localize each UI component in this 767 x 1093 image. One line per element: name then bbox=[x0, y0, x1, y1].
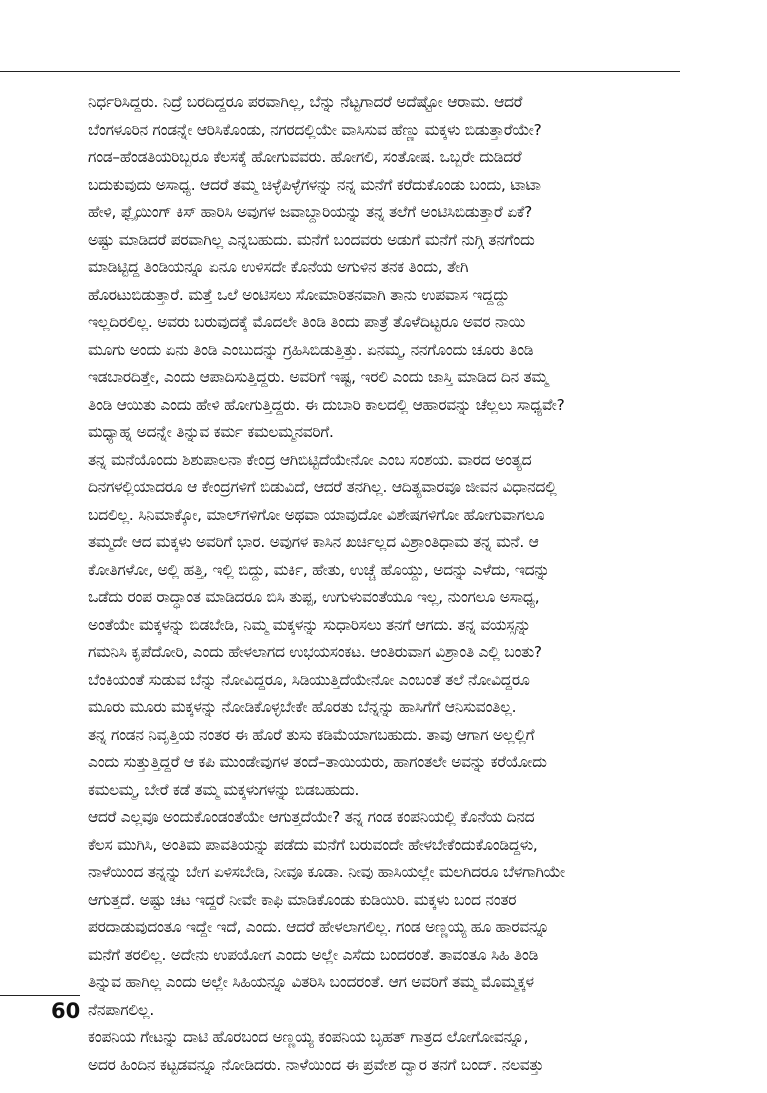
text-line: ಮನೆಗೆ ತರಲಿಲ್ಲ. ಅದೇನು ಉಪಯೋಗ ಎಂದು ಅಲ್ಲೇ ಎಸೆದು ಬಂದರಂತೆ. ತಾವಂತೂ ಸಿಹಿ ತಿಂಡಿ bbox=[88, 945, 539, 964]
text-line: ಬದುಕುವುದು ಅಸಾಧ್ಯ. ಆದರೆ ತಮ್ಮ ಚಿಳ್ಳೆಪಿಳ್ಳೆಗಳನ್ನು ನನ್ನ ಮನೆಗೆ ಕರೆದುಕೊಂಡು ಬಂದು, ಟಾಟಾ bbox=[88, 175, 541, 194]
text-line: ದಿನಗಳಲ್ಲಿಯಾದರೂ ಆ ಕೇಂದ್ರಗಳಿಗೆ ಬಿಡುವಿದೆ, ಆದರೆ ತನಗಿಲ್ಲ. ಆದಿತ್ಯವಾರವೂ ಜೀವನ ವಿಧಾನದಲ್ಲಿ bbox=[88, 478, 557, 496]
text-line: ನೆನಪಾಗಲಿಲ್ಲ. bbox=[88, 1000, 155, 1019]
text-line: ಕೋತಿಗಳೋ, ಅಲ್ಲಿ ಹತ್ತಿ, ಇಲ್ಲಿ ಬಿದ್ದು, ಮರ್ಕಿ, ಹೇತು, ಉಚ್ಚೆ ಹೊಯ್ದು, ಅದನ್ನು ಎಳೆದು, ಇದನ್ನು bbox=[88, 560, 550, 579]
text-line: ಪರದಾಡುವುದಂತೂ ಇದ್ದೇ ಇದೆ, ಎಂದು. ಆದರೆ ಹೇಳಲಾಗಲಿಲ್ಲ. ಗಂಡ ಅಣ್ಣಯ್ಯ ಹೂ ಹಾರವನ್ನೂ bbox=[88, 918, 549, 936]
text-line: ಕೆಲಸ ಮುಗಿಸಿ, ಅಂತಿಮ ಪಾವತಿಯನ್ನು ಪಡೆದು ಮನೆಗೆ ಬರುವಂದೇ ಹೇಳಬೇಕೆಂದುಕೊಂಡಿದ್ದಳು, bbox=[88, 835, 538, 854]
text-line: ನಾಳೆಯಿಂದ ತನ್ನನ್ನು ಬೇಗ ಏಳಿಸಬೇಡಿ, ನೀವೂ ಕೂಡಾ. ನೀವು ಹಾಸಿಯಲ್ಲೇ ಮಲಗಿದರೂ ಬೆಳಗಾಗಿಯೇ bbox=[88, 863, 565, 881]
text-line: ಬೆಂಕಿಯಂತೆ ಸುಡುವ ಬೆನ್ನು ನೋವಿದ್ದರೂ, ಸಿಡಿಯುತ್ತಿದೆಯೇನೋ ಎಂಬಂತೆ ತಲೆ ನೋವಿದ್ದರೂ bbox=[88, 670, 530, 689]
text-line: ತನ್ನ ಮನೆಯೊಂದು ಶಿಶುಪಾಲನಾ ಕೇಂದ್ರ ಆಗಿಬಿಟ್ಟಿದೆಯೇನೋ ಎಂಬ ಸಂಶಯ. ವಾರದ ಅಂತ್ಯದ bbox=[88, 450, 532, 469]
text-line: ಗಮನಿಸಿ ಕೃಪೆದೋರಿ, ಎಂದು ಹೇಳಲಾಗದ ಉಭಯಸಂಕಟ. ಆಂತಿರುವಾಗ ವಿಶ್ರಾಂತಿ ಎಲ್ಲಿ ಬಂತು? bbox=[88, 643, 542, 661]
page-number-rule bbox=[0, 995, 80, 996]
text-line: ಆಗುತ್ತದೆ. ಅಷ್ಟು ಚಟ ಇದ್ದರೆ ನೀವೇ ಕಾಫಿ ಮಾಡಿಕೊಂಡು ಕುಡಿಯಿರಿ. ಮಕ್ಕಳು ಬಂದ ನಂತರ bbox=[88, 890, 517, 909]
text-line: ಆದರೆ ಎಲ್ಲವೂ ಅಂದುಕೊಂಡಂತೆಯೇ ಆಗುತ್ತದೆಯೇ? ತನ್ನ ಗಂಡ ಕಂಪನಿಯಲ್ಲಿ ಕೊನೆಯ ದಿನದ bbox=[88, 808, 535, 826]
text-line: ಮಧ್ಯಾಹ್ನ ಅದನ್ನೇ ತಿನ್ನುವ ಕರ್ಮ ಕಮಲಮ್ಮನವರಿಗೆ. bbox=[88, 423, 334, 441]
text-line: ತಮ್ಮದೇ ಆದ ಮಕ್ಕಳು ಅವರಿಗೆ ಭಾರ. ಅವುಗಳ ಕಾಸಿನ ಖರ್ಚಿಲ್ಲದ ವಿಶ್ರಾಂತಿಧಾಮ ತನ್ನ ಮನೆ. ಆ bbox=[88, 533, 539, 551]
text-line: ಗಂಡ–ಹೆಂಡತಿಯರಿಬ್ಬರೂ ಕೆಲಸಕ್ಕೆ ಹೋಗುವವರು. ಹೋಗಲಿ, ಸಂತೋಷ. ಒಬ್ಬರೇ ದುಡಿದರೆ bbox=[88, 148, 522, 166]
text-line: ಕಮಲಮ್ಮ, ಬೇರೆ ಕಡೆ ತಮ್ಮ ಮಕ್ಕಳುಗಳನ್ನು ಬಿಡಬಹುದು. bbox=[88, 780, 360, 799]
text-line: ತಿಂಡಿ ಆಯಿತು ಎಂದು ಹೇಳಿ ಹೋಗುತ್ತಿದ್ದರು. ಈ ದುಬಾರಿ ಕಾಲದಲ್ಲಿ ಆಹಾರವನ್ನು ಚೆಲ್ಲಲು ಸಾಧ್ಯವೇ? bbox=[88, 395, 565, 414]
page-number: 60 bbox=[51, 999, 81, 1023]
text-line: ಮಾಡಿಟ್ಟಿದ್ದ ತಿಂಡಿಯನ್ನೂ ಏನೂ ಉಳಿಸದೇ ಕೊನೆಯ ಅಗುಳಿನ ತನಕ ತಿಂದು, ತೇಗಿ bbox=[88, 258, 469, 276]
text-line: ಹೊರಟುಬಿಡುತ್ತಾರೆ. ಮತ್ತೆ ಒಲೆ ಅಂಟಿಸಲು ಸೋಮಾರಿತನವಾಗಿ ತಾನು ಉಪವಾಸ ಇದ್ದದ್ದು bbox=[88, 285, 510, 304]
text-line: ಒಡೆದು ರಂಪ ರಾದ್ಧಾಂತ ಮಾಡಿದರೂ ಬಿಸಿ ತುಪ್ಪ, ಉಗುಳುವಂತೆಯೂ ಇಲ್ಲ, ನುಂಗಲೂ ಅಸಾಧ್ಯ, bbox=[88, 588, 540, 606]
text-line: ಎಂದು ಸುತ್ತುತ್ತಿದ್ದರೆ ಆ ಕಪಿ ಮುಂಡೇವುಗಳ ತಂದೆ–ತಾಯಿಯರು, ಹಾಗಂತಲೇ ಅವನ್ನು ಕರೆಯೋದು bbox=[88, 753, 547, 771]
text-line: ಅಂತೆಯೇ ಮಕ್ಕಳನ್ನು ಬಿಡಬೇಡಿ, ನಿಮ್ಮ ಮಕ್ಕಳನ್ನು ಸುಧಾರಿಸಲು ತನಗೆ ಆಗದು. ತನ್ನ ವಯಸ್ಸನ್ನು bbox=[88, 615, 531, 634]
text-line: ಮೂಗು ಅಂದು ಏನು ತಿಂಡಿ ಎಂಬುದನ್ನು ಗ್ರಹಿಸಿಬಿಡುತ್ತಿತ್ತು. ಏನಮ್ಮ, ನನಗೊಂದು ಚೂರು ತಿಂಡಿ bbox=[88, 340, 534, 359]
text-line: ಬೆಂಗಳೂರಿನ ಗಂಡನ್ನೇ ಆರಿಸಿಕೊಂಡು, ನಗರದಲ್ಲಿಯೇ ವಾಸಿಸುವ ಹೆಣ್ಣು ಮಕ್ಕಳು ಬಿಡುತ್ತಾರೆಯೇ? bbox=[88, 120, 542, 139]
text-line: ಹೇಳಿ, ಫ್ಲೈಯಿಂಗ್ ಕಿಸ್ ಹಾರಿಸಿ ಅವುಗಳ ಜವಾಬ್ದಾರಿಯನ್ನು ತನ್ನ ತಲೆಗೆ ಅಂಟಿಸಿಬಿಡುತ್ತಾರೆ ಏಕೆ? bbox=[88, 203, 533, 221]
text-line: ಇಡಬಾರದಿತ್ತೇ, ಎಂದು ಆಪಾದಿಸುತ್ತಿದ್ದರು. ಅವರಿಗೆ ಇಷ್ಟ, ಇರಲಿ ಎಂದು ಜಾಸ್ತಿ ಮಾಡಿದ ದಿನ ತಮ್ಮ bbox=[88, 368, 548, 386]
text-line: ನಿರ್ಧರಿಸಿದ್ದರು. ನಿದ್ರೆ ಬರದಿದ್ದರೂ ಪರವಾಗಿಲ್ಲ, ಬೆನ್ನು ನೆಟ್ಟಗಾದರೆ ಅದೆಷ್ಟೋ ಆರಾಮ. ಆದರೆ bbox=[88, 93, 523, 111]
text-line: ಅದರ ಹಿಂದಿನ ಕಟ್ಟಡವನ್ನೂ ನೋಡಿದರು. ನಾಳೆಯಿಂದ ಈ ಪ್ರವೇಶ ದ್ವಾರ ತನಗೆ ಬಂದ್. ನಲವತ್ತು bbox=[88, 1055, 544, 1074]
text-line: ಮೂರು ಮೂರು ಮಕ್ಕಳನ್ನು ನೋಡಿಕೊಳ್ಳಬೇಕೇ ಹೊರತು ಬೆನ್ನನ್ನು ಹಾಸಿಗೆಗೆ ಆನಿಸುವಂತಿಲ್ಲ. bbox=[88, 698, 517, 716]
text-line: ತನ್ನ ಗಂಡನ ನಿವೃತ್ತಿಯ ನಂತರ ಈ ಹೊರೆ ತುಸು ಕಡಿಮೆಯಾಗಬಹುದು. ತಾವು ಆಗಾಗ ಅಲ್ಲಲ್ಲಿಗೆ bbox=[88, 725, 535, 744]
text-line: ಅಷ್ಟು ಮಾಡಿದರೆ ಪರವಾಗಿಲ್ಲ ಎನ್ನಬಹುದು. ಮನೆಗೆ ಬಂದವರು ಅಡುಗೆ ಮನೆಗೆ ನುಗ್ಗಿ ತನಗೆಂದು bbox=[88, 230, 535, 249]
text-line: ತಿನ್ನುವ ಹಾಗಿಲ್ಲ ಎಂದು ಅಲ್ಲೇ ಸಿಹಿಯನ್ನೂ ವಿತರಿಸಿ ಬಂದರಂತೆ. ಆಗ ಅವರಿಗೆ ತಮ್ಮ ಮೊಮ್ಮಕ್ಕಳ bbox=[88, 973, 534, 991]
text-line: ಕಂಪನಿಯ ಗೇಟನ್ನು ದಾಟಿ ಹೊರಬಂದ ಅಣ್ಣಯ್ಯ ಕಂಪನಿಯ ಬೃಹತ್ ಗಾತ್ರದ ಲೋಗೋವನ್ನೂ, bbox=[88, 1028, 529, 1046]
text-line: ಇಲ್ಲದಿರಲಿಲ್ಲ. ಅವರು ಬರುವುದಕ್ಕೆ ಮೊದಲೇ ತಿಂಡಿ ತಿಂದು ಪಾತ್ರೆ ತೊಳೆದಿಟ್ಟರೂ ಅವರ ನಾಯಿ bbox=[88, 313, 525, 331]
text-line: ಬದಲಿಲ್ಲ. ಸಿನಿಮಾಕ್ಕೋ, ಮಾಲ್‌ಗಳಿಗೋ ಅಥವಾ ಯಾವುದೋ ವಿಶೇಷಗಳಿಗೋ ಹೋಗುವಾಗಲೂ bbox=[88, 505, 545, 524]
body-text bbox=[88, 89, 684, 1079]
top-rule bbox=[0, 71, 680, 72]
